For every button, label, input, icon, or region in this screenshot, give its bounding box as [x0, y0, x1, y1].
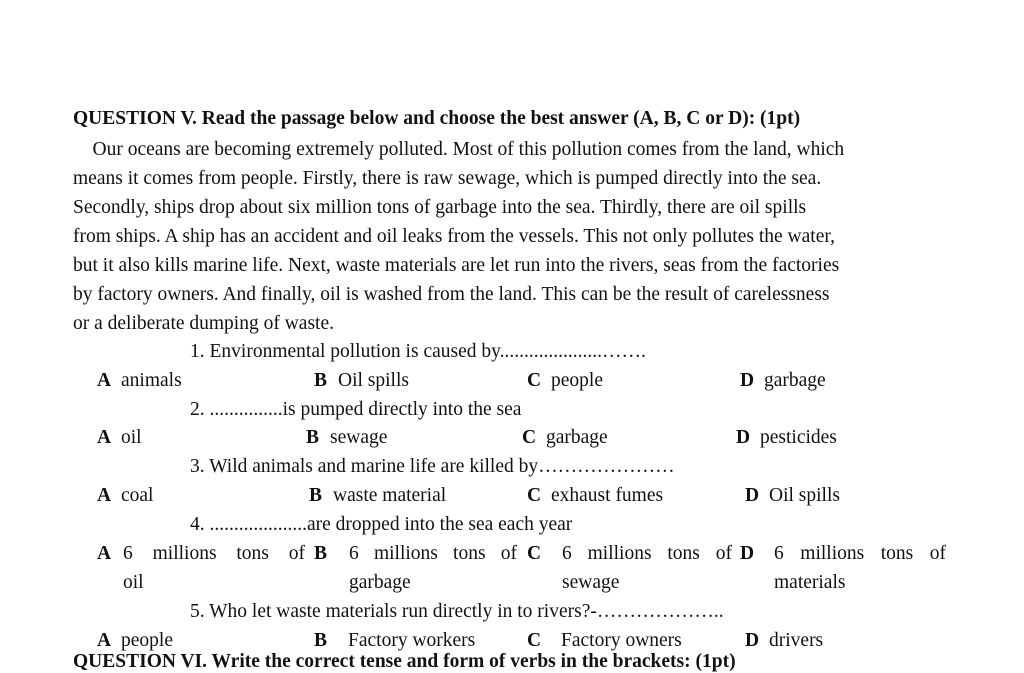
- question-4-option-c[interactable]: [527, 543, 739, 601]
- option-text: 6 millions tons of: [123, 543, 305, 564]
- question-1-option-b[interactable]: [314, 370, 409, 392]
- question-2-option-a[interactable]: [97, 427, 142, 449]
- passage-line: means it comes from people. Firstly, there is raw sewage, which is pumped directly into the sea.: [73, 168, 822, 189]
- passage-line: but it also kills marine life. Next, waste materials are let run into the rivers, seas from the factories: [73, 255, 840, 276]
- option-text: animals: [121, 370, 182, 391]
- question-4-option-d[interactable]: [740, 543, 952, 601]
- option-text-continued: garbage: [349, 572, 411, 593]
- question-4-option-b[interactable]: [314, 543, 526, 601]
- option-text: drivers: [769, 630, 824, 651]
- passage-line: Secondly, ships drop about six million tons of garbage into the sea. Thirdly, there are oil spills: [73, 197, 807, 218]
- question-5-text: 5. Who let waste materials run directly in to rivers?-………………..: [190, 601, 724, 622]
- question-1-option-d[interactable]: [740, 370, 826, 392]
- passage-line: from ships. A ship has an accident and oil leaks from the vessels. This not only pollutes the water,: [73, 226, 835, 247]
- option-text: waste material: [333, 485, 447, 506]
- question-heading: QUESTION V. Read the passage below and choose the best answer (A, B, C or D): (1pt): [73, 108, 801, 129]
- option-text: garbage: [546, 427, 608, 448]
- option-letter: B: [314, 370, 328, 391]
- option-letter: C: [527, 630, 542, 651]
- question-3-option-d[interactable]: [745, 485, 840, 507]
- question-5-option-b[interactable]: [314, 630, 475, 652]
- question-2-text: 2. ...............is pumped directly into the sea: [190, 399, 522, 420]
- option-letter: D: [740, 370, 755, 391]
- option-letter: D: [745, 485, 760, 506]
- question-3-option-a[interactable]: [97, 485, 153, 507]
- question-1-option-c[interactable]: [527, 370, 603, 392]
- option-text: Oil spills: [338, 370, 409, 391]
- option-text: garbage: [764, 370, 826, 391]
- question-4-option-a[interactable]: [97, 543, 309, 601]
- option-letter: C: [527, 485, 542, 506]
- option-text-continued: materials: [774, 572, 846, 593]
- option-text: Factory owners: [561, 630, 682, 651]
- option-text: 6 millions tons of: [349, 543, 517, 564]
- question-3-option-c[interactable]: [527, 485, 663, 507]
- option-text: 6 millions tons of: [774, 543, 946, 564]
- option-text: sewage: [330, 427, 388, 448]
- passage-line: Our oceans are becoming extremely polluted. Most of this pollution comes from the land, which: [73, 139, 845, 160]
- option-text: exhaust fumes: [551, 485, 664, 506]
- option-text: 6 millions tons of: [562, 543, 732, 564]
- question-3-text: 3. Wild animals and marine life are killed by…………………: [190, 456, 675, 477]
- option-letter: C: [522, 427, 537, 448]
- option-letter: D: [736, 427, 751, 448]
- option-letter: B: [306, 427, 320, 448]
- question-2-option-d[interactable]: [736, 427, 837, 449]
- question-3-option-b[interactable]: [309, 485, 446, 507]
- option-text: pesticides: [760, 427, 837, 448]
- option-text: people: [551, 370, 603, 391]
- option-letter: B: [314, 543, 328, 564]
- question-1-option-a[interactable]: [97, 370, 182, 392]
- option-text-continued: sewage: [562, 572, 620, 593]
- option-letter: C: [527, 543, 542, 564]
- option-letter: A: [97, 427, 112, 448]
- option-text-continued: oil: [123, 572, 144, 593]
- option-text: Oil spills: [769, 485, 840, 506]
- option-letter: A: [97, 370, 112, 391]
- question-5-option-c[interactable]: [527, 630, 682, 652]
- option-letter: D: [740, 543, 755, 564]
- question-2-option-b[interactable]: [306, 427, 387, 449]
- option-letter: A: [97, 485, 112, 506]
- question-2-option-c[interactable]: [522, 427, 608, 449]
- passage-line: or a deliberate dumping of waste.: [73, 313, 334, 334]
- question-4-text: 4. ....................are dropped into the sea each year: [190, 514, 573, 535]
- next-question-heading: QUESTION VI. Write the correct tense and form of verbs in the brackets: (1pt): [73, 651, 736, 672]
- option-text: coal: [121, 485, 154, 506]
- option-letter: A: [97, 630, 112, 651]
- passage-line: by factory owners. And finally, oil is washed from the land. This can be the result of carelessness: [73, 284, 830, 305]
- option-letter: C: [527, 370, 542, 391]
- option-letter: B: [314, 630, 328, 651]
- option-letter: D: [745, 630, 760, 651]
- option-text: Factory workers: [348, 630, 476, 651]
- option-letter: A: [97, 543, 112, 564]
- question-1-text: 1. Environmental pollution is caused by.....................…….: [190, 341, 646, 362]
- option-text: oil: [121, 427, 142, 448]
- option-letter: B: [309, 485, 323, 506]
- question-5-option-a[interactable]: [97, 630, 173, 652]
- question-5-option-d[interactable]: [745, 630, 823, 652]
- option-text: people: [121, 630, 173, 651]
